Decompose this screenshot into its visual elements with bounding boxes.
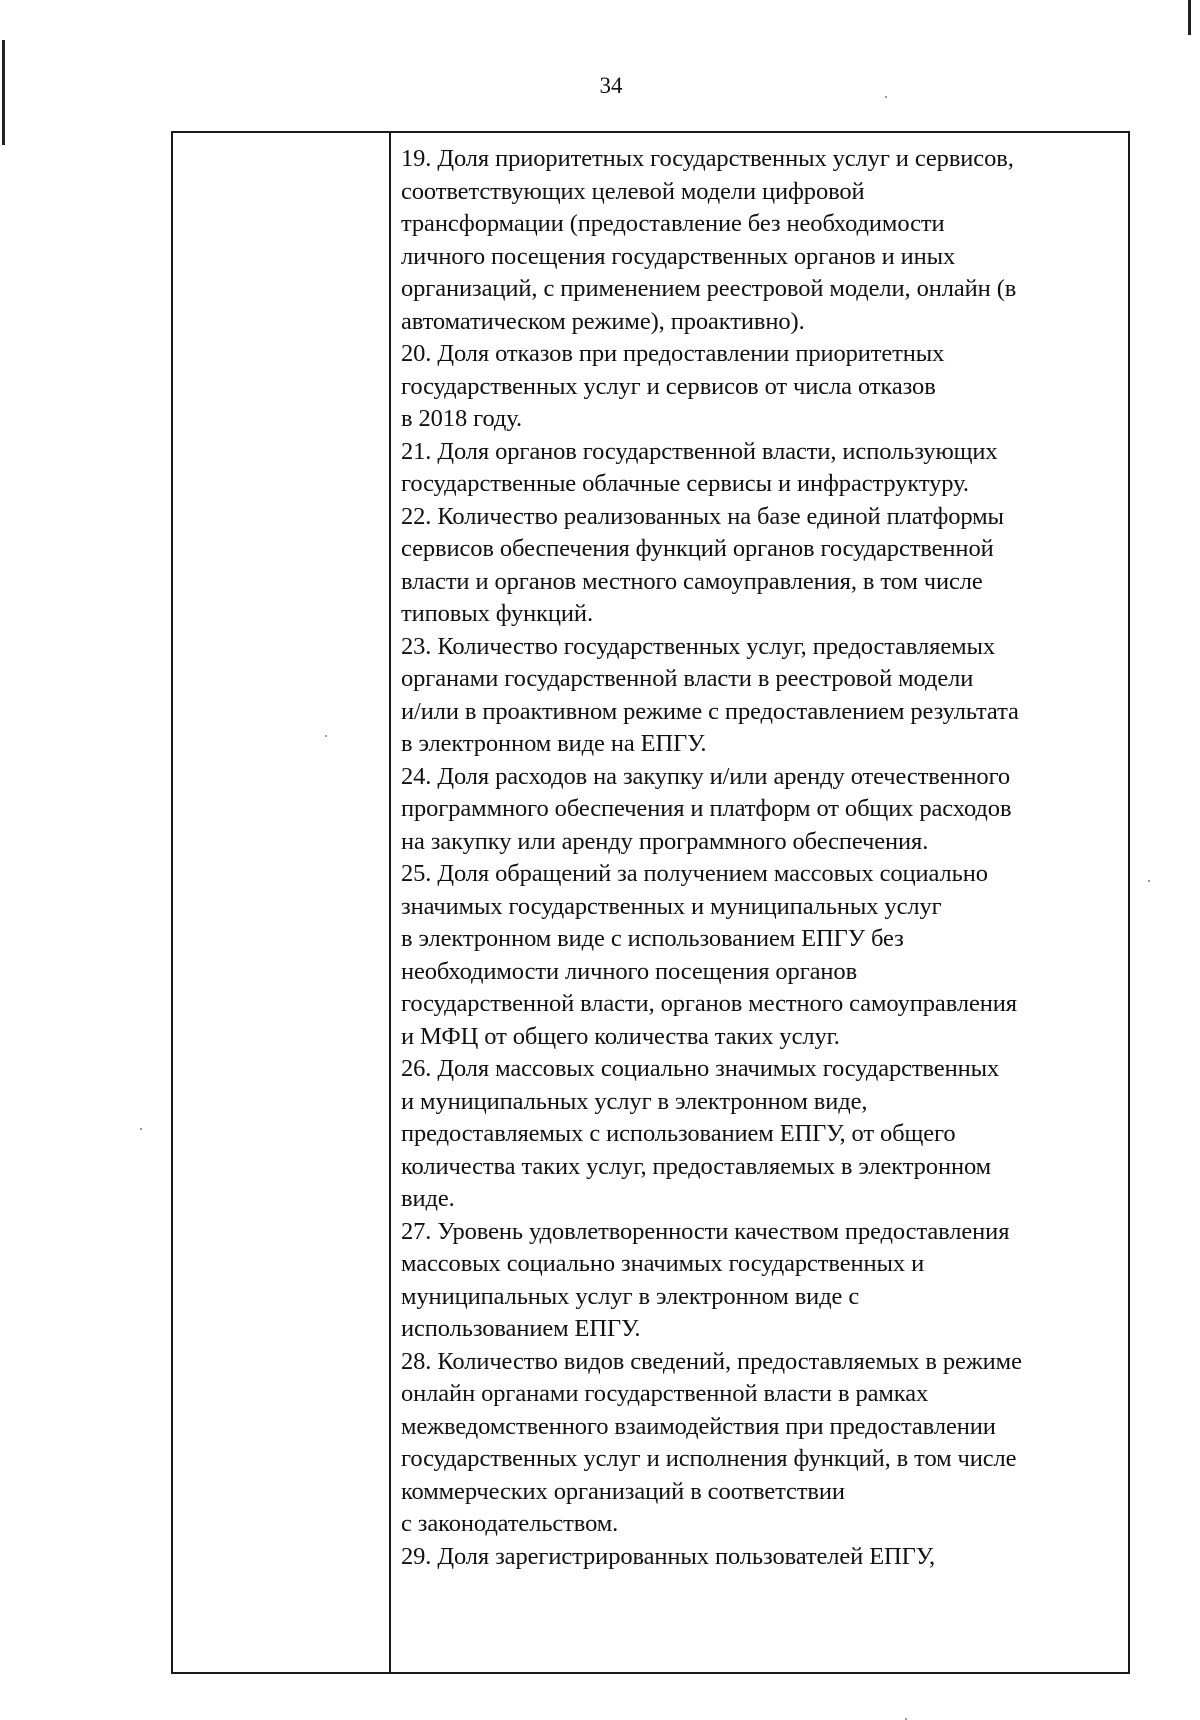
text-line: межведомственного взаимодействия при предоставлении <box>401 1412 996 1440</box>
text-line: органами государственной власти в реестровой модели <box>401 665 974 692</box>
scan-speck <box>1148 880 1150 882</box>
text-line: значимых государственных и муниципальных услуг <box>401 892 942 920</box>
text-line: 21. Доля органов государственной власти, использующих <box>401 437 998 465</box>
text-line: государственной власти, органов местного самоуправления <box>401 990 1017 1017</box>
text-line: массовых социально значимых государственных и <box>401 1250 925 1277</box>
text-line: 25. Доля обращений за получением массовых социально <box>401 860 988 887</box>
text-line: количества таких услуг, предоставляемых в электронном <box>401 1152 992 1180</box>
text-line: в электронном виде на ЕПГУ. <box>401 730 707 757</box>
text-line: и/или в проактивном режиме с предоставлением результата <box>401 697 1019 725</box>
text-line: 19. Доля приоритетных государственных услуг и сервисов, <box>401 145 1014 172</box>
scan-speck <box>140 1128 142 1130</box>
text-line: государственные облачные сервисы и инфраструктуру. <box>401 470 969 497</box>
text-line: типовых функций. <box>401 600 593 627</box>
indicators-table <box>171 131 1130 1674</box>
text-line: 26. Доля массовых социально значимых государственных <box>401 1055 1000 1082</box>
text-line: 23. Количество государственных услуг, предоставляемых <box>401 632 996 660</box>
text-line: и МФЦ от общего количества таких услуг. <box>401 1022 840 1050</box>
table-left-cell <box>173 133 391 1672</box>
text-line: программного обеспечения и платформ от общих расходов <box>401 795 1012 822</box>
text-line: 20. Доля отказов при предоставлении приоритетных <box>401 340 945 367</box>
text-line: государственных услуг и исполнения функций, в том числе <box>401 1445 1017 1472</box>
text-line: в электронном виде с использованием ЕПГУ без <box>401 925 904 952</box>
text-line: власти и органов местного самоуправления, в том числе <box>401 567 983 595</box>
text-line: виде. <box>401 1185 455 1212</box>
page-number: 34 <box>599 73 623 98</box>
text-line: автоматическом режиме), проактивно). <box>401 307 805 335</box>
text-line: трансформации (предоставление без необходимости <box>401 210 945 237</box>
table-right-cell <box>391 133 1128 1672</box>
text-line: необходимости личного посещения органов <box>401 957 858 985</box>
text-line: в 2018 году. <box>401 405 522 432</box>
scan-edge-mark-right <box>1188 0 1191 35</box>
text-line: личного посещения государственных органов и иных <box>401 242 956 270</box>
text-line: использованием ЕПГУ. <box>401 1315 641 1342</box>
text-line: 29. Доля зарегистрированных пользователей ЕПГУ, <box>401 1542 935 1570</box>
text-line: 22. Количество реализованных на базе единой платформы <box>401 502 1004 530</box>
text-line: 27. Уровень удовлетворенности качеством предоставления <box>401 1217 1010 1245</box>
text-line: на закупку или аренду программного обеспечения. <box>401 827 929 855</box>
text-line: муниципальных услуг в электронном виде с <box>401 1282 860 1310</box>
text-line: организаций, с применением реестровой модели, онлайн (в <box>401 275 1017 302</box>
text-line: с законодательством. <box>401 1510 619 1537</box>
text-line: онлайн органами государственной власти в рамках <box>401 1380 929 1407</box>
text-line: коммерческих организаций в соответствии <box>401 1477 845 1505</box>
text-line: предоставляемых с использованием ЕПГУ, от общего <box>401 1120 956 1147</box>
text-line: сервисов обеспечения функций органов государственной <box>401 535 994 562</box>
text-line: государственных услуг и сервисов от числа отказов <box>401 372 936 400</box>
text-line: соответствующих целевой модели цифровой <box>401 177 865 205</box>
text-line: и муниципальных услуг в электронном виде, <box>401 1087 868 1115</box>
text-line: 24. Доля расходов на закупку и/или аренду отечественного <box>401 762 1011 790</box>
text-line: 28. Количество видов сведений, предоставляемых в режиме <box>401 1347 1022 1375</box>
